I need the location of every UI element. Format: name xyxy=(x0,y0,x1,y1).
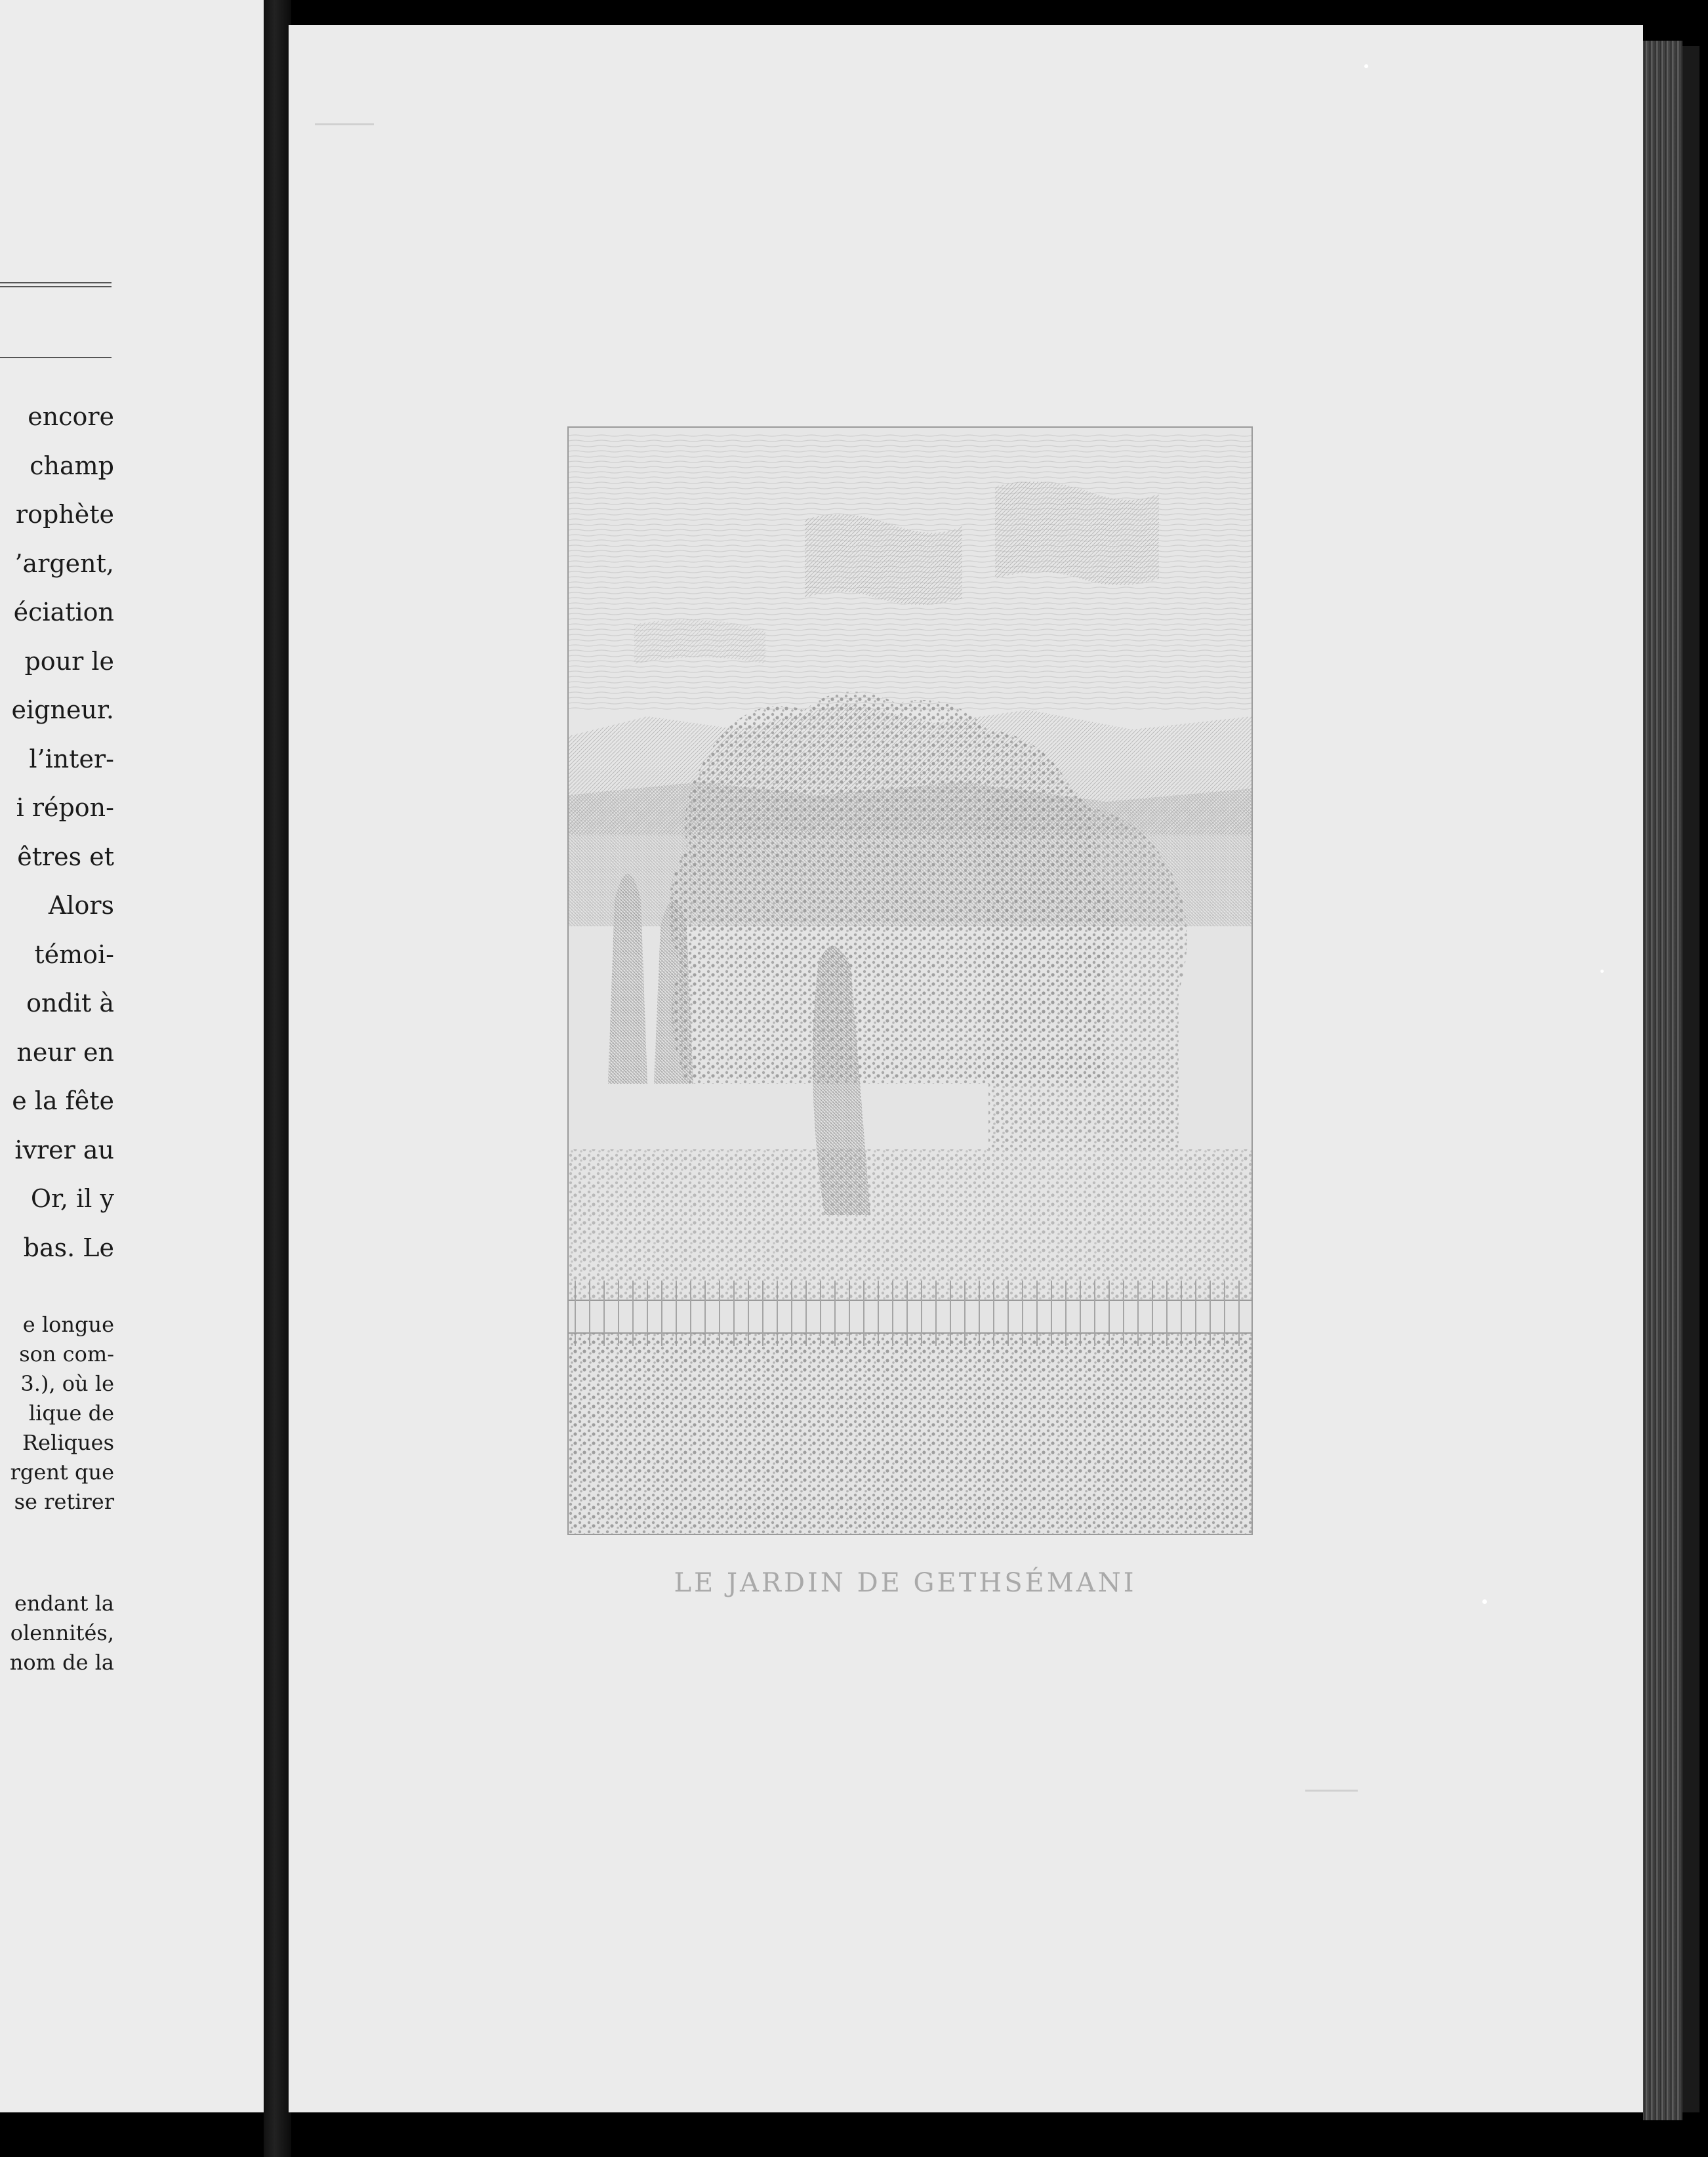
book-gutter xyxy=(264,0,291,2157)
body-text-line: eigneur. xyxy=(11,695,114,724)
garden-engraving-image xyxy=(569,428,1251,1534)
body-text-line: champ xyxy=(30,451,114,480)
footnote-line: son com- xyxy=(19,1342,114,1366)
right-page xyxy=(289,25,1643,2112)
body-text-line: pour le xyxy=(24,646,114,676)
left-page-footnote-2 xyxy=(0,1589,114,1677)
footnote-line: rgent que xyxy=(10,1460,114,1485)
body-text-line: ivrer au xyxy=(14,1135,114,1164)
page-edges-shadow xyxy=(1682,46,1699,2112)
body-text-line: êtres et xyxy=(17,842,114,871)
body-text-line: e la fête xyxy=(12,1086,114,1115)
left-page-footnote-1 xyxy=(0,1310,114,1517)
footnote-line: endant la xyxy=(14,1591,114,1616)
header-double-rule xyxy=(0,282,112,287)
body-text-line: ’argent, xyxy=(14,548,114,578)
body-text-line: Or, il y xyxy=(30,1184,114,1213)
scan-speck xyxy=(1364,64,1368,68)
header-rule xyxy=(0,357,112,358)
scan-mark xyxy=(315,123,374,125)
body-text-line: l’inter- xyxy=(29,744,114,773)
footnote-line: 3.), où le xyxy=(20,1371,114,1396)
body-text-line: i répon- xyxy=(16,793,114,822)
footnote-line: olennités, xyxy=(10,1620,114,1645)
page-edges xyxy=(1643,41,1682,2120)
footnote-line: lique de xyxy=(28,1401,114,1426)
footnote-line: e longue xyxy=(22,1312,114,1337)
scan-mark xyxy=(1305,1790,1358,1792)
footnote-line: nom de la xyxy=(9,1650,114,1675)
body-text-line: bas. Le xyxy=(23,1233,114,1262)
body-text-line: Alors xyxy=(48,891,114,920)
body-text-line: éciation xyxy=(13,598,114,627)
engraving-illustration xyxy=(567,426,1253,1535)
footnote-line: se retirer xyxy=(14,1489,114,1514)
body-text-line: encore xyxy=(28,402,114,431)
scan-speck xyxy=(1600,970,1604,973)
body-text-line: neur en xyxy=(16,1037,114,1067)
body-text-line: rophète xyxy=(15,500,114,529)
left-page-body-text xyxy=(0,392,114,1272)
footnote-line: Reliques xyxy=(22,1430,114,1455)
illustration-caption: LE JARDIN DE GETHSÉMANI xyxy=(674,1568,1137,1598)
body-text-line: ondit à xyxy=(26,989,114,1017)
left-page xyxy=(0,0,268,2112)
body-text-line: témoi- xyxy=(34,939,114,969)
scan-speck xyxy=(1482,1599,1487,1604)
